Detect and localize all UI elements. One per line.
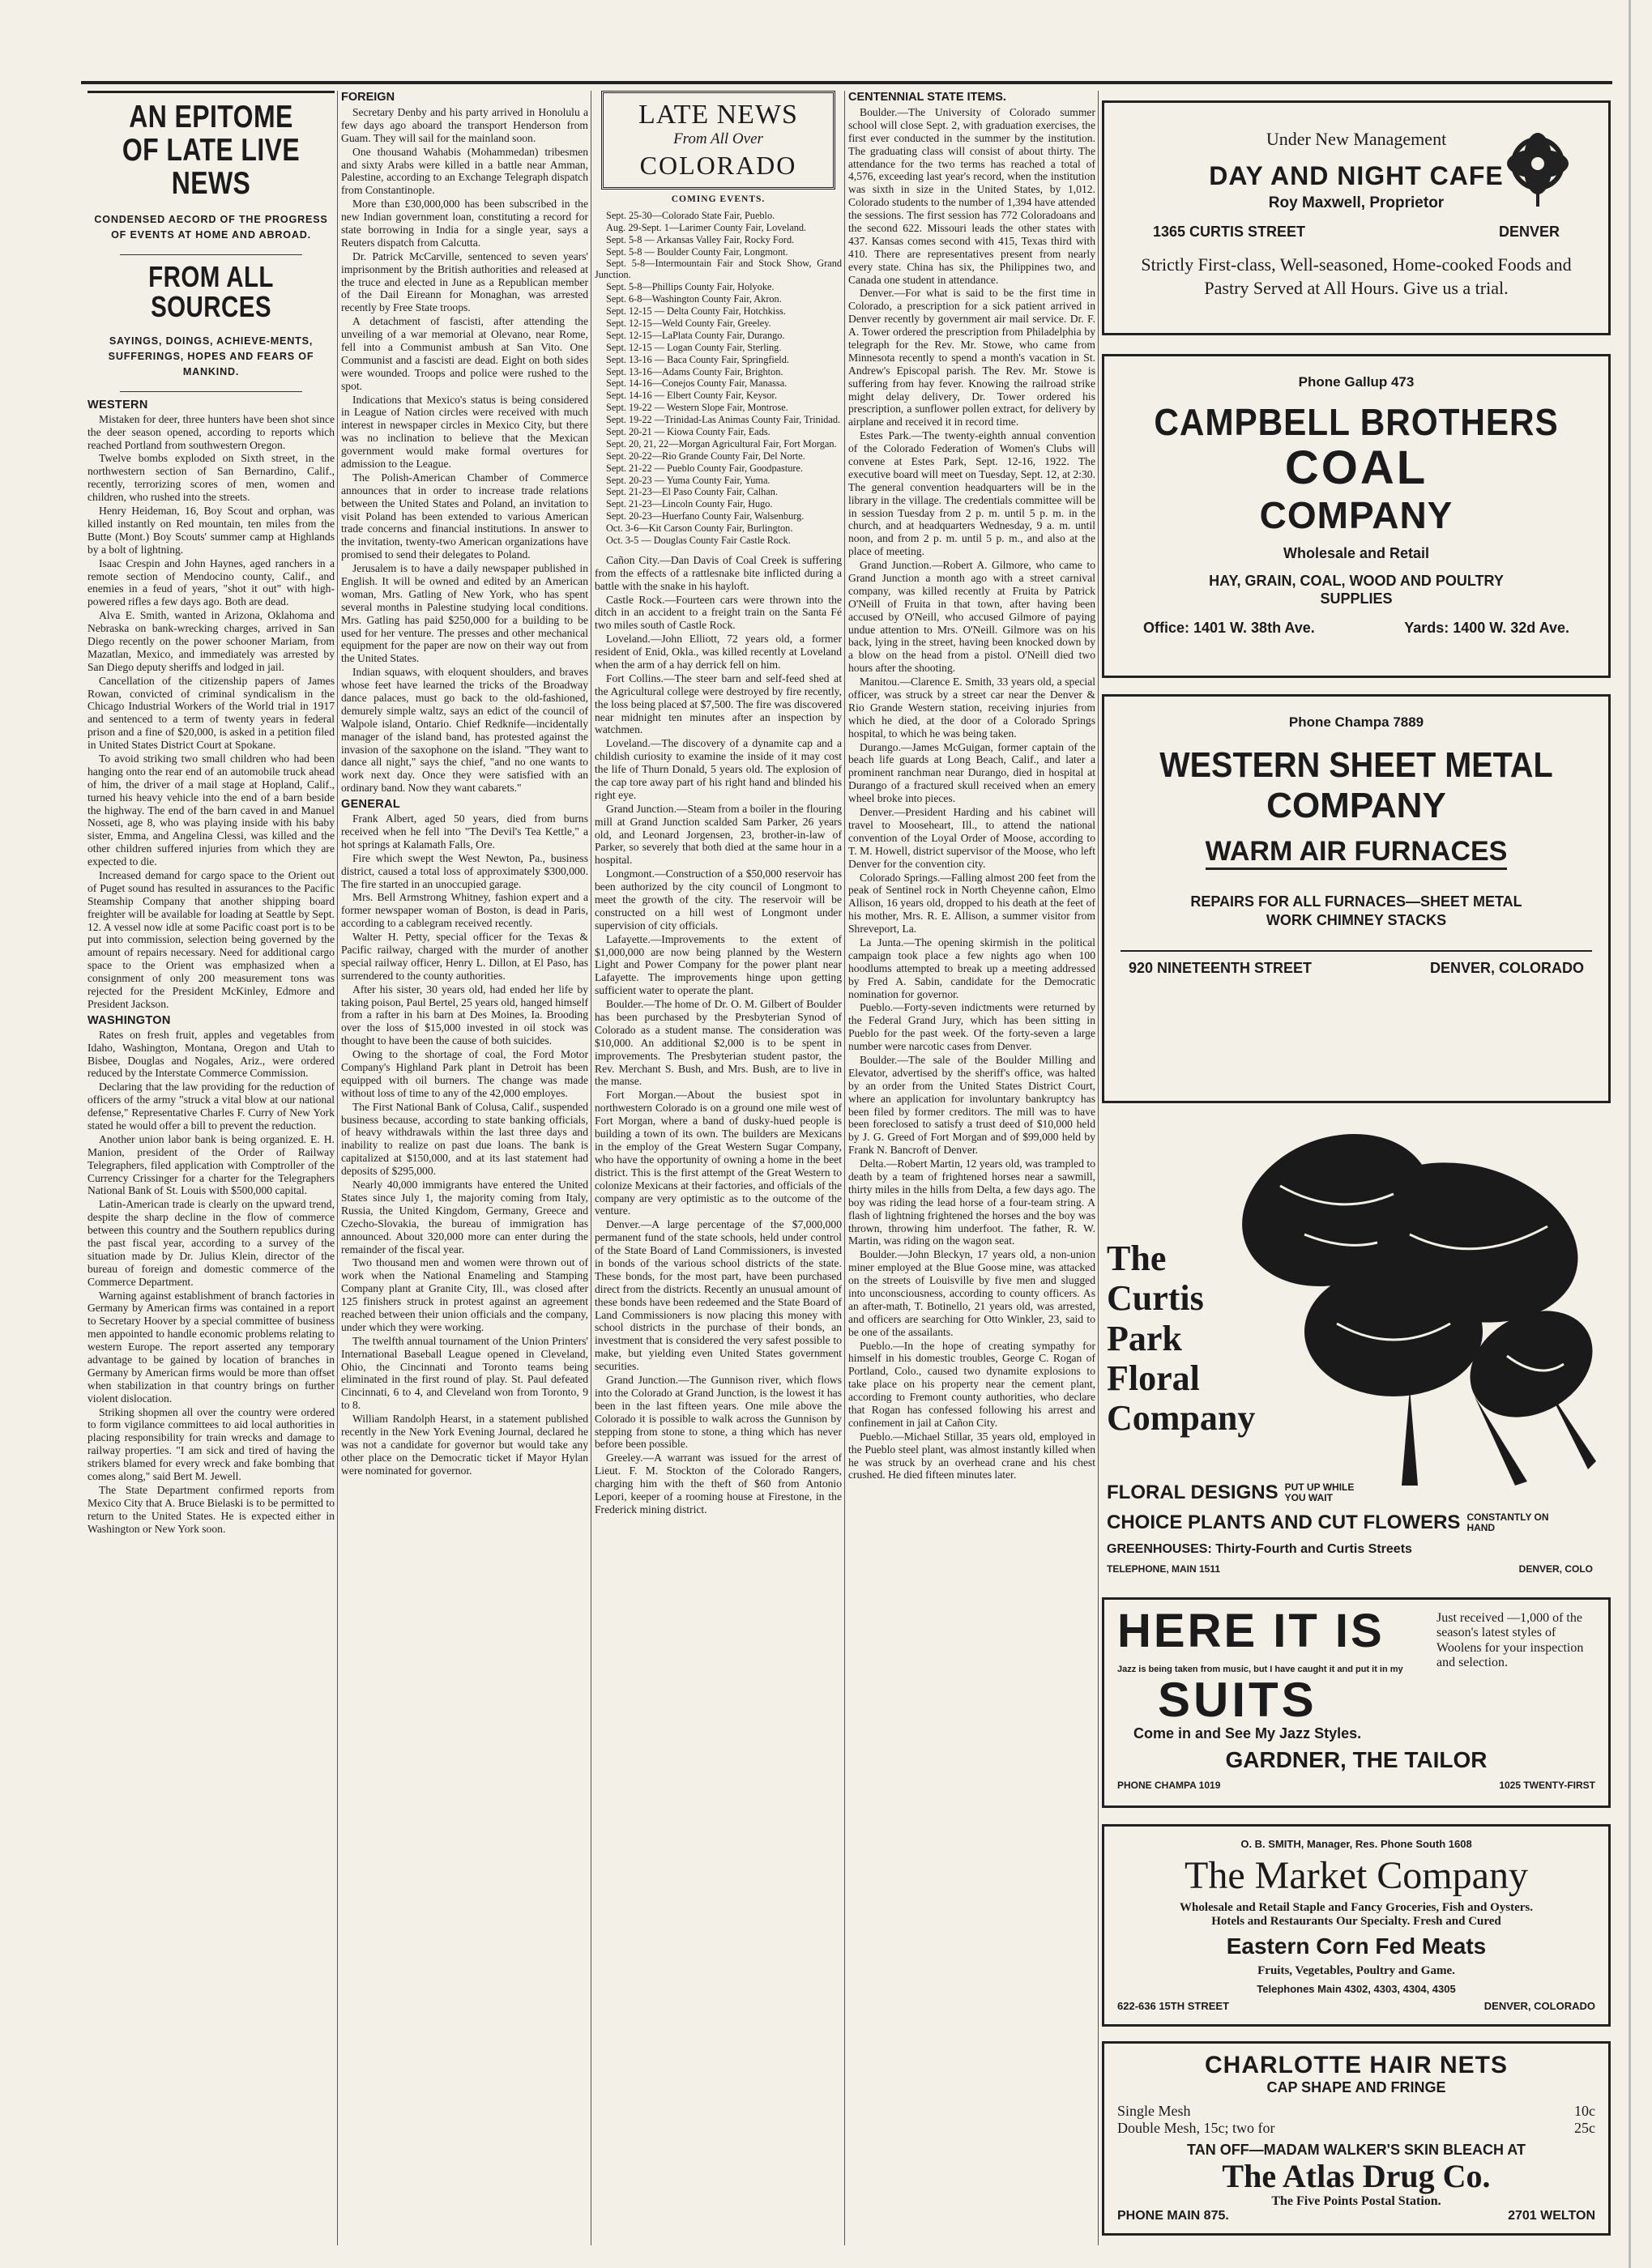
news-paragraph: Frank Albert, aged 50 years, died from burns received when he fell into "The Devil's Tea Kettle," a hot springs at Kalamath Falls, Ore. (341, 812, 588, 850)
section-washington: WASHINGTON (88, 1013, 171, 1027)
coal-phone: Phone Gallup 473 (1298, 374, 1415, 390)
tailor-come: Come in and See My Jazz Styles. (1133, 1725, 1362, 1742)
news-paragraph: Twelve bombs exploded on Sixth street, in the northwestern section of San Bernardino, Calif., recently, terrorizing scores of men, women and children, who rushed into the streets. (88, 452, 335, 504)
event-item: Oct. 3-5 — Douglas County Fair Castle Rock. (606, 534, 791, 546)
news-paragraph: The twelfth annual tournament of the Union Printers' International Baseball League opened in Cleveland, Ohio, the Cincinnati and Toronto teams being eliminated in the first round of play. St. Paul defeated Cincinnati, 6 to 4, and Cleveland won from Toronto, 9 to 8. (341, 1334, 588, 1412)
news-paragraph: Pueblo.—Michael Stillar, 35 years old, employed in the Pueblo steel plant, was almost instantly killed when he was struck by an overhead crane and his chest crushed. He died fifteen minutes later. (848, 1430, 1095, 1481)
news-paragraph: Nearly 40,000 immigrants have entered the United States since July 1, the majority coming from Italy, Russia, the United Kingdom, Germany, Greece and Czecho-Slovakia, the bureau of immigration has announced. About 320,000 more can enter during the remainder of the fiscal year. (341, 1179, 588, 1256)
news-paragraph: The Polish-American Chamber of Commerce announces that in order to increase trade relations between the United States and Poland, an invitation to visit Poland has been extended to various American trade concerns and financial institutions. In answer to the invitation, twenty-two American organizations have promised to send their delegates to Poland. (341, 471, 588, 561)
event-item: Sept. 25-30—Colorado State Fair, Pueblo. (606, 209, 775, 221)
coal-addresses (1121, 620, 1592, 637)
market-city: DENVER, COLORADO (1483, 1999, 1595, 2012)
event-item: Sept. 12-15 — Logan County Fair, Sterling. (606, 341, 782, 353)
event-item: Sept. 5-8—Phillips County Fair, Holyoke. (606, 281, 775, 293)
event-item: Oct. 3-6—Kit Carson County Fair, Burlington. (606, 522, 793, 535)
event-item: Sept. 12-15 — Delta County Fair, Hotchkiss. (606, 305, 786, 318)
drug-name: The Atlas Drug Co. (1222, 2158, 1491, 2194)
section-foreign: FOREIGN (341, 91, 395, 104)
event-item: Sept. 21-23—El Paso County Fair, Calhan. (606, 486, 778, 498)
tailor-received: Just received —1,000 of the season's latest styles of Woolens for your inspection and selection. (1436, 1611, 1584, 1670)
news-paragraph: Latin-American trade is clearly on the upward trend, despite the sharp decline in the flow of commerce between this country and the Southern republics during the past fiscal year, according to a survey of the situation made by Dr. Julius Klein, director of the bureau of foreign and domestic commerce of the Commerce Department. (88, 1198, 335, 1288)
news-paragraph: Denver.—President Harding and his cabinet will travel to Mooseheart, Ill., to attend the national convention of the Loyal Order of Moose, according to T. M. Howell, district supervisor of the Moose, who left Denver for the convention city. (848, 806, 1095, 870)
drug-sub: CAP SHAPE AND FRINGE (1266, 2079, 1446, 2095)
floral-plants: CHOICE PLANTS AND CUT FLOWERS (1107, 1511, 1461, 1533)
ad-campbell-coal (1102, 354, 1611, 678)
column-epitome (88, 91, 335, 2253)
ad-day-night-cafe (1102, 100, 1611, 335)
metal-phone: Phone Champa 7889 (1288, 714, 1424, 730)
news-paragraph: Another union labor bank is being organized. E. H. Manion, president of the Order of Railway Telegraphers, filed application with Comptroller of the Currency Crissinger for a charter for the Telegraphers National Bank of St. Louis with $500,000 capital. (88, 1132, 335, 1197)
column-foreign-general (341, 91, 588, 2253)
flower-illustration-icon (1207, 1121, 1612, 1486)
metal-repairs: REPAIRS FOR ALL FURNACES—SHEET METAL WORK CHIMNEY STACKS (1190, 893, 1522, 929)
news-paragraph: Declaring that the law providing for the reduction of officers of the army "struck a vital blow at our national defense," Representative Charles F. Curry of New York stated he would offer a bill to prevent the reduction. (88, 1081, 335, 1132)
event-item: Sept. 13-16 — Baca County Fair, Springfield. (606, 353, 789, 365)
news-paragraph: Mistaken for deer, three hunters have been shot since the deer season opened, according to reports which reached Portland from southwestern Oregon. (88, 412, 335, 451)
headline-all-sources: FROM ALL SOURCES (148, 259, 274, 324)
cafe-management: Under New Management (1266, 129, 1447, 149)
event-item: Sept. 20-23—Huerfano County Fair, Walsenburg. (606, 510, 805, 522)
tailor-footer (1117, 1780, 1595, 1791)
news-paragraph: Cañon City.—Dan Davis of Coal Creek is suffering from the effects of a rattlesnake bite inflicted during a battle with the snake in his hayloft. (595, 553, 842, 592)
news-paragraph: One thousand Wahabis (Mohammedan) tribesmen and sixty Arabs were killed in a battle near Amman, Palestine, according to an Exchange Telegraph dispatch from Constantinople. (341, 145, 588, 197)
column-top-rule (88, 91, 335, 93)
floral-phone: TELEPHONE, MAIN 1511 (1107, 1563, 1221, 1575)
news-paragraph: Indian squaws, with eloquent shoulders, and braves whose feet have learned the tricks of the Broadway dance palaces, must go back to the old-fashioned, demurely simple waltz, says an edict of the council of Walpole island, Ontario. Chief Redknife—incidentally manager of the island band, has protested against the invasion of the saxophone on the island. "They want to dance all night," says the chief, "and no one wants to work next day. Once they were satisfied with an ordinary band. Now they want cabarets." (341, 666, 588, 795)
column-rule (337, 91, 338, 2245)
divider (120, 254, 302, 255)
drug-station: The Five Points Postal Station. (1271, 2194, 1441, 2208)
floral-name-word: Park (1107, 1318, 1182, 1358)
metal-address: 920 NINETEENTH STREET (1129, 959, 1313, 976)
news-paragraph: Fort Collins.—The steer barn and self-feed shed at the Agricultural college were destroyed by fire recently, the loss being placed at $7,500. The fire was discovered near midnight ten minutes after an inspection by watchmen. (595, 671, 842, 736)
coal-name-2: COAL (1284, 441, 1428, 494)
news-paragraph: Secretary Denby and his party arrived in Honolulu a few days ago aboard the transport Henderson from Guam. They will sail for the mainland soon. (341, 105, 588, 144)
tailor-jazz: Jazz is being taken from music, but I have caught it and put it in my (1117, 1665, 1403, 1674)
news-paragraph: After his sister, 30 years old, had ended her life by taking poison, Paul Bertel, 25 years old, hanged himself from a rafter in his barn at Des Moines, Ia. Brooding over the loss of $15,000 invested in oil stock was thought to have been the cause of both suicides. (341, 983, 588, 1047)
washington-items (88, 1029, 335, 1536)
news-paragraph: Two thousand men and women were thrown out of work when the National Enameling and Stamping Company plant at Granite City, Ill., was closed after 125 finishers struck in protest against an agreement reached between their union officials and the company, under which they were working. (341, 1256, 588, 1333)
news-paragraph: Durango.—James McGuigan, former captain of the beach life guards at Long Beach, Calif., and later a prominent ranchman near Durango, died in hospital at Durango of a fractured skull received when an emery wheel broke into pieces. (848, 740, 1095, 805)
floral-name-word: Company (1107, 1398, 1256, 1439)
drug-tan: TAN OFF—MADAM WALKER'S SKIN BLEACH AT (1187, 2142, 1526, 2158)
floral-name-word: Curtis (1107, 1278, 1204, 1319)
floral-designs-sub: PUT UP WHILE YOU WAIT (1284, 1481, 1355, 1503)
event-item: Sept. 14-16 — Elbert County Fair, Keysor. (606, 390, 777, 402)
subhead-condensed: CONDENSED AECORD OF THE PROGRESS OF EVENTS AT HOME AND ABROAD. (94, 213, 328, 241)
ad-atlas-drug (1102, 2041, 1611, 2236)
drug-address: 2701 WELTON (1508, 2209, 1595, 2223)
news-paragraph: Dr. Patrick McCarville, sentenced to seven years' imprisonment by the British authorities and released at the truce and elected in June as a Republican member of the Dail Eireann for Monaghan, was arrested recently by Free State troops. (341, 249, 588, 314)
tailor-address: 1025 TWENTY-FIRST (1499, 1780, 1595, 1791)
event-item: Sept. 12-15—Weld County Fair, Greeley. (606, 317, 771, 329)
news-paragraph: Grand Junction.—Robert A. Gilmore, who came to Grand Junction a month ago with a street carnival company, was killed recently at Fruita by Patrick O'Neill of Fruita in that town, after having been accused by O'Neill, who accused Gilmore of paying undue attention to Mrs. O'Neill. Gilmore was on his back, lying in the street, having been knocked down by a blow on the head from a pistol. O'Neill died two hours after the shooting. (848, 559, 1095, 675)
news-paragraph: Increased demand for cargo space to the Orient out of Puget sound has resulted in assurances to the Pacific Steamship Company that another shipping board freighter will be available for loading at Seattle by Sept. 12. A vessel now idle at some Pacific coast port is to be put into commission, selection being governed by the amount of repairs necessary. Need for additional cargo space to the Orient was emphasized when a consignment of only 200 measurement tons was rejected for the President McKinley, Edmore and President Jackson. (88, 868, 335, 1010)
event-item: Sept. 19-22 — Western Slope Fair, Montrose. (606, 402, 788, 414)
news-paragraph: Denver.—A large percentage of the $7,000,000 permanent fund of the state schools, held under control of the State Board of Land Commissioners, is invested in bonds of the various school districts of the state. These bonds, for the most part, have been purchased direct from the districts. Recently an unusual amount of these bonds have been redeemed and the State Board of Land Commissioners is now placing this money with school districts in the purchase of their bonds, an investment that is considered the very safest possible to make, but yielding even United States government securities. (595, 1218, 842, 1373)
market-footer (1117, 2000, 1595, 2012)
metal-name-1: WESTERN SHEET METAL (1159, 745, 1553, 785)
news-paragraph: Isaac Crespin and John Haynes, aged ranchers in a remote section of Mendocino county, Calif., and enemies in a feud of years, "shot it out" with high-powered rifles a few days ago. Both are dead. (88, 556, 335, 608)
column-centennial (848, 91, 1095, 2253)
market-phones: Telephones Main 4302, 4303, 4304, 4305 (1257, 1982, 1456, 1995)
subhead-sayings: SAYINGS, DOINGS, ACHIEVE-MENTS, SUFFERINGS, HOPES AND FEARS OF MANKIND. (108, 335, 314, 377)
news-paragraph: Lafayette.—Improvements to the extent of $1,000,000 are now being planned by the Western Light and Power Company for the power plant near Lafayette. The improvements hinge upon getting sufficient water to operate the plant. (595, 932, 842, 997)
event-item: Sept. 20, 21, 22—Morgan Agricultural Fair, Fort Morgan. (606, 437, 837, 450)
cafe-city: DENVER (1498, 224, 1560, 240)
tailor-name: GARDNER, THE TAILOR (1225, 1747, 1488, 1772)
coal-sub: Wholesale and Retail (1283, 544, 1430, 561)
foreign-items (341, 106, 588, 795)
news-paragraph: William Randolph Hearst, in a statement published recently in the New York Evening Journal, declared he was not a candidate for governor but would take any other place on the Democratic ticket if Mayor Hylan were nominated for governor. (341, 1413, 588, 1477)
news-paragraph: Alva E. Smith, wanted in Arizona, Oklahoma and Nebraska on bank-wrecking charges, arrived in San Diego recently on the power schooner Mariam, from Mazatlan, Mexico, and immediately was arrested by San Diego deputy sheriffs and lodged in jail. (88, 609, 335, 673)
drug-phone: PHONE MAIN 875. (1117, 2209, 1229, 2223)
news-paragraph: Delta.—Robert Martin, 12 years old, was trampled to death by a team of frightened horses near a sawmill, thirty miles in the hills from Delta, a few days ago. The boy was riding the lead horse of a four-team string. A flash of lightning frightened the horses and the boy was thrown, throwing him underfoot. The father, R. W. Martin, was riding on the wagon seat. (848, 1157, 1095, 1247)
market-line1: Wholesale and Retail Staple and Fancy Groceries, Fish and Oysters. (1180, 1900, 1533, 1914)
market-address: 622-636 15TH STREET (1117, 1999, 1230, 2012)
news-paragraph: To avoid striking two small children who had been hanging onto the rear end of an automobile truck ahead of him, the driver of a mail stage at Hopland, Calif., turned his heavy vehicle into the end of a barn beside the highway. The end of the barn caved in and Manuel Nosseti, age 8, who was playing inside with his baby sister, Emma, and Angelina Clessi, was killed and the other children suffered injuries from which they are expected to die. (88, 752, 335, 868)
coming-events-head: COMING EVENTS. (671, 194, 766, 205)
drug-head: CHARLOTTE HAIR NETS (1205, 2052, 1508, 2078)
event-item: Sept. 5-8 — Boulder County Fair, Longmont. (606, 245, 788, 258)
coal-goods: HAY, GRAIN, COAL, WOOD AND POULTRY SUPPLIES (1209, 572, 1504, 608)
column-colorado (595, 91, 842, 2253)
tailor-head: HERE IT IS (1117, 1605, 1385, 1657)
section-general: GENERAL (341, 798, 400, 812)
news-paragraph: Manitou.—Clarence E. Smith, 33 years old, a special officer, was struck by a street car near the Denver & Rio Grande Western station, receiving injuries from which he died, at the door of a Colorado Springs hospital, to which he was being taken. (848, 676, 1095, 740)
newspaper-page (88, 91, 1611, 2262)
column-rule (1098, 91, 1099, 2245)
late-news-from: From All Over (673, 130, 763, 148)
column-rule (844, 91, 845, 2245)
news-paragraph: Cancellation of the citizenship papers of James Rowan, convicted of criminal syndicalism in the Chicago Industrial Workers of the World trial in 1917 and sentenced to a term of twenty years in federal prison and a fine of $20,000, is asked in a petition filed in United States District Court at Spokane. (88, 674, 335, 752)
western-items (88, 413, 335, 1011)
event-item: Sept. 20-23 — Yuma County Fair, Yuma. (606, 474, 771, 486)
news-paragraph: Fire which swept the West Newton, Pa., business district, caused a total loss of approximately $300,000. The fire started in an unoccupied garage. (341, 851, 588, 890)
section-western: WESTERN (88, 398, 148, 411)
news-paragraph: La Junta.—The opening skirmish in the political campaign took place a few nights ago when 100 hoodlums attempted to break up a meeting addressed by Fred A. Sabin, candidate for the Democratic nomination for governor. (848, 936, 1095, 1000)
news-paragraph: Warning against establishment of branch factories in Germany by American firms was contained in a report to Secretary Hoover by a special committee of business men appointed to handle economic problems relating to western Europe. The report asserted any temporary advantage to be gained by location of branches in Germany by American firms would be more than offset when stabilization in that country brings on further violent dislocation. (88, 1289, 335, 1405)
floral-greenhouses: GREENHOUSES: Thirty-Fourth and Curtis Streets (1107, 1542, 1412, 1556)
events-list (595, 211, 842, 547)
news-paragraph: Jerusalem is to have a daily newspaper published in English. It will be owned and edited by an American woman, Mrs. Gatling of New York, who has spent several months in Palestine studying local conditions. Mrs. Gatling has paid $250,000 for a building to be used for her venture. The presses and other mechanical equipment for the paper are now on their way out from the United States. (341, 562, 588, 665)
news-paragraph: Colorado Springs.—Falling almost 200 feet from the peak of Sentinel rock in North Cheyenne cañon, Elmo Allison, 16 years old, dropped to his death at the feet of his mother, Mrs. R. E. Allison, a summer visitor from Shreveport, La. (848, 871, 1095, 936)
news-paragraph: Henry Heideman, 16, Boy Scout and orphan, was killed instantly on Red mountain, ten miles from the Butte (Mont.) Boy Scouts' summer camp at Highlands by a bolt of lightning. (88, 505, 335, 556)
metal-name-2: COMPANY (1266, 786, 1446, 825)
event-item: Sept. 14-16—Conejos County Fair, Manassa. (606, 377, 788, 390)
event-item: Sept. 19-22 —Trinidad-Las Animas County Fair, Trinidad. (606, 414, 841, 426)
cafe-address: 1365 CURTIS STREET (1153, 224, 1306, 240)
event-item: Sept. 21-23—Lincoln County Fair, Hugo. (606, 498, 773, 510)
event-item: Sept. 20-21 — Kiowa County Fair, Eads. (606, 425, 771, 437)
news-paragraph: Greeley.—A warrant was issued for the arrest of Lieut. F. M. Stockton of the Colorado Rangers, charging him with the theft of $60 from Antonio Lepori, keeper of a rooming house at Firestone, in the Frederick mining district. (595, 1452, 842, 1516)
news-paragraph: Pueblo.—Forty-seven indictments were returned by the Federal Grand Jury, which has been sitting in Pueblo for the past week. Of the forty-seven a large number were narcotic cases from Denver. (848, 1001, 1095, 1053)
drug-double-row (1117, 2120, 1595, 2137)
tailor-suits: SUITS (1158, 1673, 1317, 1727)
ad-market-company (1102, 1824, 1611, 2027)
floral-footer (1107, 1563, 1593, 1575)
ad-curtis-park-floral (1102, 1113, 1611, 1583)
coal-name-3: COMPANY (1259, 493, 1454, 536)
drug-single-row (1117, 2103, 1595, 2120)
news-paragraph: The First National Bank of Colusa, Calif., suspended business because, according to state banking officials, of heavy withdrawals within the last three days and inability to realize on past due loans. The bank is capitalized at $150,000, and at its last statement had deposits of $295,000. (341, 1100, 588, 1178)
event-item: Sept. 12-15—LaPlata County Fair, Durango. (606, 329, 785, 341)
news-paragraph: Loveland.—John Elliott, 72 years old, a former resident of Enid, Okla., was killed recently at Loveland when the arm of a hay derrick fell on him. (595, 633, 842, 671)
news-paragraph: Rates on fresh fruit, apples and vegetables from Idaho, Washington, Montana, Oregon and Utah to Bisbee, Douglas and Nogales, Ariz., were ordered reduced by the Interstate Commerce Commission. (88, 1028, 335, 1080)
event-item: Aug. 29-Sept. 1—Larimer County Fair, Loveland. (606, 221, 807, 233)
cafe-address-line (1129, 224, 1584, 241)
news-paragraph: Estes Park.—The twenty-eighth annual convention of the Colorado Federation of Women's Clubs will convene at Estes Park, Sept. 12-16, 1922. The executive board will meet on Tuesday, Sept. 12, at 2:30. The general convention headquarters will be in the library in the village. The credentials committee will be in session Tuesday from 2 p. m. until 5 p. m. in the church, and at headquarters Wednesday, 9 a. m. until noon, and from 2 p. m. until 5 p. m., and also at the place of meeting. (848, 429, 1095, 558)
news-paragraph: Boulder.—The sale of the Boulder Milling and Elevator, advertised by the sheriff's office, was halted by an order from the United States District Court, where an application for involuntary bankruptcy has been filed by former creditors. The mill was to have been foreclosed to satisfy a trust deed of $10,000 held by J. G. Greed of Fort Morgan and of $99,000 held by Frank N. Bancroft of Denver. (848, 1053, 1095, 1157)
metal-city: DENVER, COLORADO (1429, 959, 1584, 976)
floral-designs-line (1107, 1481, 1609, 1504)
event-item: Sept. 5-8 — Arkansas Valley Fair, Rocky Ford. (606, 233, 795, 245)
ad-western-sheet-metal (1102, 694, 1611, 1103)
event-item: Sept. 6-8—Washington County Fair, Akron. (606, 293, 782, 305)
late-news-place: COLORADO (639, 151, 797, 181)
top-rule (81, 81, 1612, 84)
market-produce: Fruits, Vegetables, Poultry and Game. (1257, 1963, 1455, 1977)
news-paragraph: Grand Junction.—The Gunnison river, which flows into the Colorado at Grand Junction, is the lowest it has been in the last fifteen years. One mile above the Colorado it is possible to walk across the Gunnison by stepping from stone to stone, a thing which has never before been possible. (595, 1373, 842, 1451)
late-news-box (601, 91, 835, 190)
news-paragraph: Castle Rock.—Fourteen cars were thrown into the ditch in an accident to a freight train on the Santa Fé two miles south of Castle Rock. (595, 593, 842, 632)
news-paragraph: Striking shopmen all over the country were ordered to form vigilance committees to aid local authorities in placing responsibility for train wrecks and damage to railway properties. "I am sick and tired of having the strikers blamed for every wreck and fake bombing that comes along," said Bert M. Jewell. (88, 1405, 335, 1483)
drug-single-price: 10c (1574, 2103, 1595, 2119)
floral-city: DENVER, COLO (1518, 1563, 1593, 1575)
news-paragraph: Boulder.—The University of Colorado summer school will close Sept. 2, with graduation exercises, the first ever conducted in the summer by the institution. The graduating class will consist of about thirty. The attendance for the two terms has reached a total of 4,576, exceeding last year's record, when the institution was sixth in size in the United States, by 1,012. Colorado students to the number of 1,394 have attended the sessions. The first session has 772 Coloradoans and the second 622. Missouri leads the other states with 437. Kansas comes second with 415, Texas third with 410. There are representatives present from nearly every state. China has six, the Philippines two, and Canada one student in attendance. (848, 105, 1095, 286)
event-item: Sept. 20-22—Rio Grande County Fair, Del Norte. (606, 450, 805, 462)
floral-designs: FLORAL DESIGNS (1107, 1481, 1278, 1503)
floral-name-word: The (1107, 1238, 1167, 1278)
drug-single: Single Mesh (1117, 2103, 1191, 2119)
news-paragraph: Loveland.—The discovery of a dynamite cap and a childish curiosity to examine the inside of it may cost the life of Thurn Donald, 5 years old. The explosion of the cap tore away part of his right hand and blinded his right eye. (595, 737, 842, 801)
page-edge (1629, 0, 1631, 2268)
divider (120, 391, 302, 392)
news-paragraph: Owing to the shortage of coal, the Ford Motor Company's Highland Park plant in Detroit has been equipped with oil burners. The change was made without loss of time to any of the 42,000 employes. (341, 1048, 588, 1099)
drug-double-price: 25c (1574, 2120, 1595, 2136)
colorado-news-items (595, 554, 842, 1516)
floral-name-word: Floral (1107, 1358, 1200, 1398)
cafe-blurb: Strictly First-class, Well-seasoned, Home-cooked Foods and Pastry Served at All Hours. Give us a trial. (1141, 254, 1572, 298)
headline-epitome: AN EPITOME OF LATE LIVE NEWS (122, 100, 301, 201)
floral-plants-sub: CONSTANTLY ON HAND (1466, 1511, 1549, 1533)
news-paragraph: Boulder.—The home of Dr. O. M. Gilbert of Boulder has been purchased by the Presbyterian Synod of Colorado as a student manse. The consideration was $10,000. An additional $2,000 is to be spent in improvements. The Presbyterian student pastor, the Rev. Merchant S. Bush, and Mrs. Bush, are to live in the manse. (595, 998, 842, 1088)
metal-product: WARM AIR FURNACES (1206, 836, 1508, 870)
coal-name-1: CAMPBELL BROTHERS (1154, 401, 1559, 443)
market-meats: Eastern Corn Fed Meats (1226, 1933, 1487, 1959)
market-manager: O. B. SMITH, Manager, Res. Phone South 1608 (1240, 1838, 1472, 1850)
cafe-name: DAY AND NIGHT CAFE (1209, 161, 1504, 190)
centennial-items (848, 106, 1095, 1481)
ornament-icon (1501, 119, 1574, 208)
market-name: The Market Company (1185, 1854, 1528, 1897)
news-paragraph: Fort Morgan.—About the busiest spot in northwestern Colorado is on a ground one mile west of Fort Morgan, where a band of dusky-hued people is building a town of its own. The builders are Mexicans in the employ of the Great Western Sugar Company, who have the opportunity of owning a home in the beet district. This is the first attempt of the Great Western to colonize Mexicans at their factories, and officials of the company are very optimistic as to the outcome of the venture. (595, 1089, 842, 1217)
event-item: Sept. 21-22 — Pueblo County Fair, Goodpasture. (606, 462, 804, 474)
news-paragraph: Indications that Mexico's status is being considered in League of Nation circles were received with much interest in newspaper circles in Mexico City, but there was no inclination to believe that the Mexican government would make formal overtures for admission to the League. (341, 393, 588, 470)
market-line2: Hotels and Restaurants Our Specialty. Fresh and Cured (1211, 1914, 1501, 1928)
news-paragraph: A detachment of fascisti, after attending the unveiling of a war memorial at Olevano, near Rome, fell into a Communist ambush at San Vito. One Communist and a fascisti are dead. Eight on both sides were wounded. Troops and police were rushed to the spot. (341, 315, 588, 392)
coal-yards: Yards: 1400 W. 32d Ave. (1404, 619, 1569, 636)
event-item: Sept. 13-16—Adams County Fair, Brighton. (606, 365, 783, 377)
news-paragraph: The State Department confirmed reports from Mexico City that A. Bruce Bielaski is to be permitted to return to the United States. He is expected either in Washington or New York soon. (88, 1483, 335, 1535)
news-paragraph: Grand Junction.—Steam from a boiler in the flouring mill at Grand Junction scalded Sam Parker, 26 years old, and Leonard Jorgensen, 23, brother-in-law of Parker, so severely that both died at the same hour in a hospital. (595, 802, 842, 867)
event-item: Sept. 5-8—Intermountain Fair and Stock Show, Grand Junction. (595, 258, 842, 281)
news-paragraph: Longmont.—Construction of a $50,000 reservoir has been authorized by the city council of Longmont to meet the growth of the city. The reservoir will be constructed on a hill west of Longmont under supervision of city officials. (595, 868, 842, 932)
news-paragraph: More than £30,000,000 has been subscribed in the new Indian government loan, constituting a record for state borrowing in India for a single year, says a Reuters dispatch from Calcutta. (341, 198, 588, 249)
tailor-phone: PHONE CHAMPA 1019 (1117, 1780, 1221, 1791)
floral-name (1107, 1238, 1255, 1438)
drug-footer (1117, 2209, 1595, 2223)
drug-double: Double Mesh, 15c; two for (1117, 2120, 1275, 2136)
news-paragraph: Walter H. Petty, special officer for the Texas & Pacific railway, charged with the murder of another special railway officer, Henry L. Dillon, at El Paso, has surrendered to the county authorities. (341, 931, 588, 982)
news-paragraph: Mrs. Bell Armstrong Whitney, fashion expert and a former newspaper woman of Boston, is dead in Paris, according to a cablegram received recently. (341, 891, 588, 930)
news-paragraph: Boulder.—John Bleckyn, 17 years old, a non-union miner employed at the Blue Goose mine, was attacked on the streets of Louisville by five men and slugged into unconsciousness, according to county officers. As an after-math, T. Botinello, 21 years old, was arrested, and officers are searching for Otto Winkler, 23, said to be one of the assailants. (848, 1248, 1095, 1338)
floral-plants-line (1107, 1511, 1609, 1534)
late-news-title: LATE NEWS (638, 100, 798, 130)
coal-office: Office: 1401 W. 38th Ave. (1143, 619, 1315, 636)
general-items (341, 812, 588, 1477)
news-paragraph: Denver.—For what is said to be the first time in Colorado, a prescription for a sick patient arrived in Denver recently by government air mail service. Dr. F. A. Tower ordered the prescription from Philadelphia by telegraph for the Rev. Mr. Stowe, who came from Minnesota recently to spend a month's vacation in St. Andrew's Episcopal parish. The Rev. Mr. Stowe is suffering from hay fever. Knowing the railroad strike might delay delivery, Dr. Tower ordered his prescription, a sunflower pollen extract, for delivery by airplane and received it in record time. (848, 287, 1095, 428)
ad-gardner-tailor (1102, 1597, 1611, 1808)
news-paragraph: Pueblo.—In the hope of creating sympathy for himself in his domestic troubles, George C. Rogan of Portland, Colo., caused two dynamite explosions to take place on his property near the cement plant, according to Fremont county authorities, who declare that Rogan has confessed following his arrest and confinement in jail at Cañon City. (848, 1339, 1095, 1429)
metal-address-line (1121, 960, 1592, 977)
section-centennial: CENTENNIAL STATE ITEMS. (848, 91, 1006, 104)
cafe-owner: Roy Maxwell, Proprietor (1268, 194, 1445, 211)
